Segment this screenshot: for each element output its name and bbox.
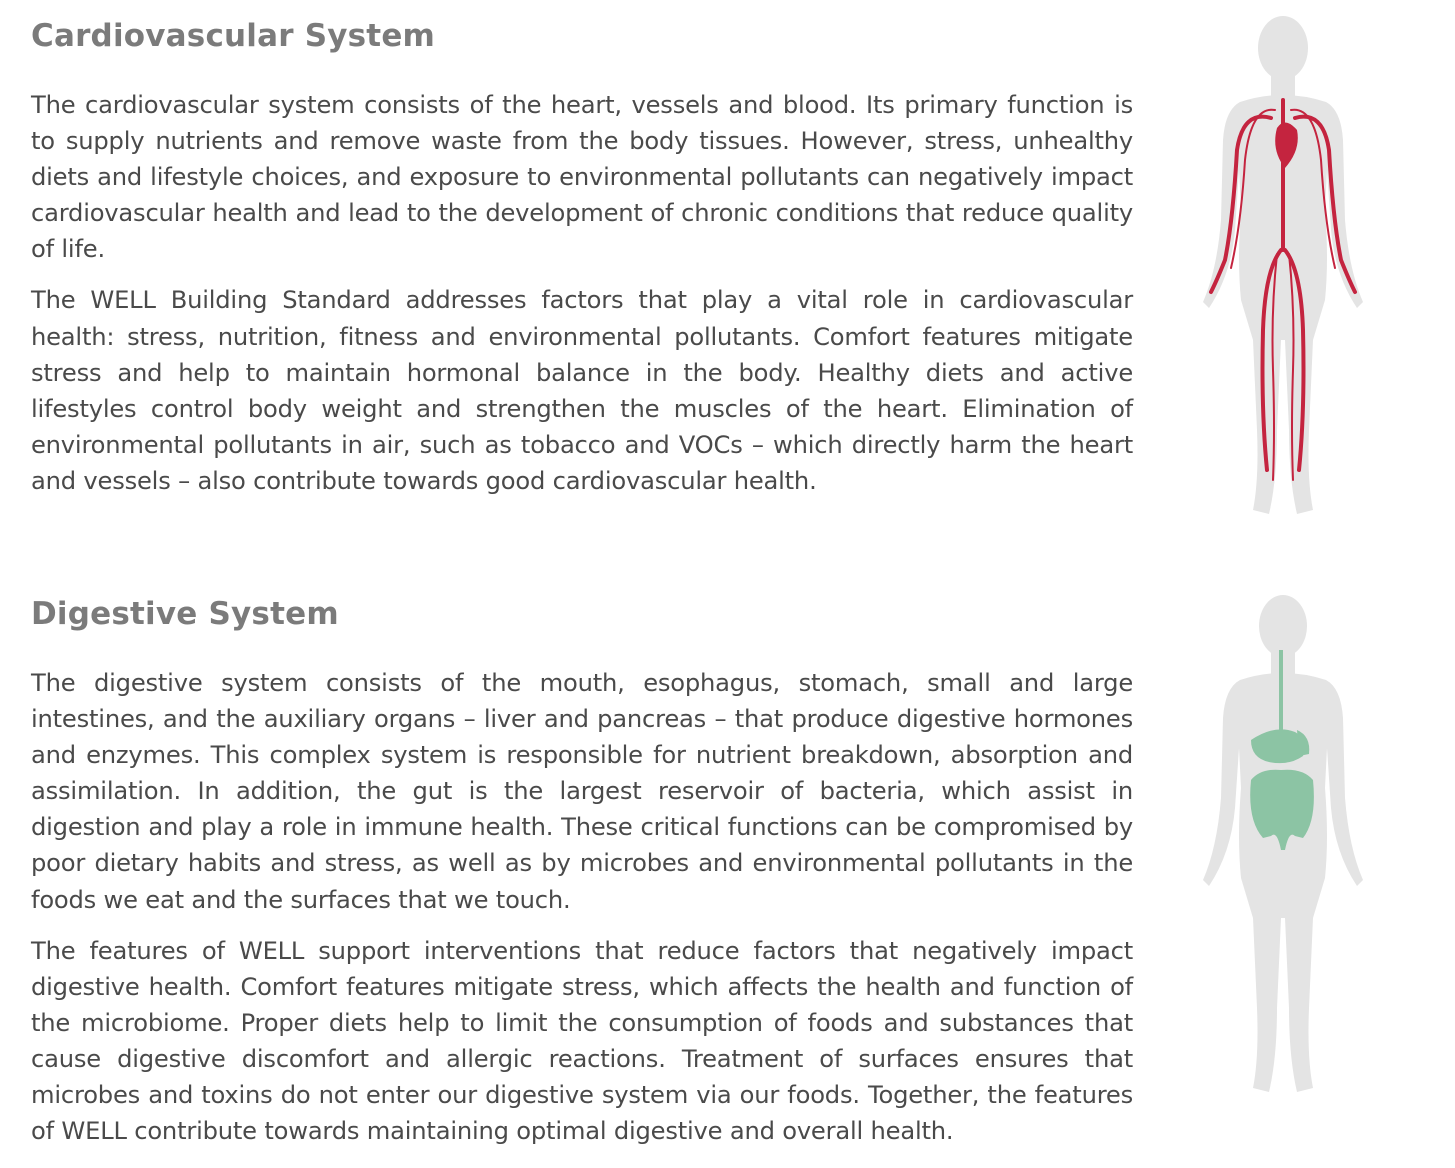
- section-title: Cardiovascular System: [31, 18, 436, 54]
- section-paragraph: The cardiovascular system consists of the heart, vessels and blood. Its primary function is to supply nutrients and remove waste from the body tissues. However, stress, unhealthy diets and lifestyle choices, and exposure to environmental pollutants can negatively impact cardiovascular health and lead to the development of chronic conditions that reduce quality of life.: [31, 91, 1133, 264]
- section-paragraph: The WELL Building Standard addresses factors that play a vital role in cardiovascular health: stress, nutrition, fitness and environmental pollutants. Comfort features mitigate stress and help to maintain hormonal balance in the body. Healthy diets and active lifestyles control body weight and strengthen the muscles of the heart. Elimination of environmental pollutants in air, such as tobacco and VOCs – which directly harm the heart and vessels – also contribute towards good cardiovascular health.: [31, 286, 1133, 495]
- body-silhouette-icon: [1185, 590, 1377, 1095]
- section-title: Digestive System: [31, 596, 339, 632]
- circulatory-system-figure: [1185, 10, 1377, 520]
- digestive-system-figure: [1185, 590, 1377, 1095]
- section-paragraph: The digestive system consists of the mouth, esophagus, stomach, small and large intestines, and the auxiliary organs – liver and pancreas – that produce digestive hormones and enzymes. This complex system is responsible for nutrient breakdown, absorption and assimilation. In addition, the gut is the largest reservoir of bacteria, which assist in digestion and play a role in immune health. These critical functions can be compromised by poor dietary habits and stress, as well as by microbes and environmental pollutants in the foods we eat and the surfaces that we touch.: [31, 669, 1133, 914]
- section-paragraph: The features of WELL support interventions that reduce factors that negatively impact digestive health. Comfort features mitigate stress, which affects the health and function of the microbiome. Proper diets help to limit the consumption of foods and substances that cause digestive discomfort and allergic reactions. Treatment of surfaces ensures that microbes and toxins do not enter our digestive system via our foods. Together, the features of WELL contribute towards maintaining optimal digestive and overall health.: [31, 936, 1133, 1146]
- body-silhouette-icon: [1185, 10, 1377, 520]
